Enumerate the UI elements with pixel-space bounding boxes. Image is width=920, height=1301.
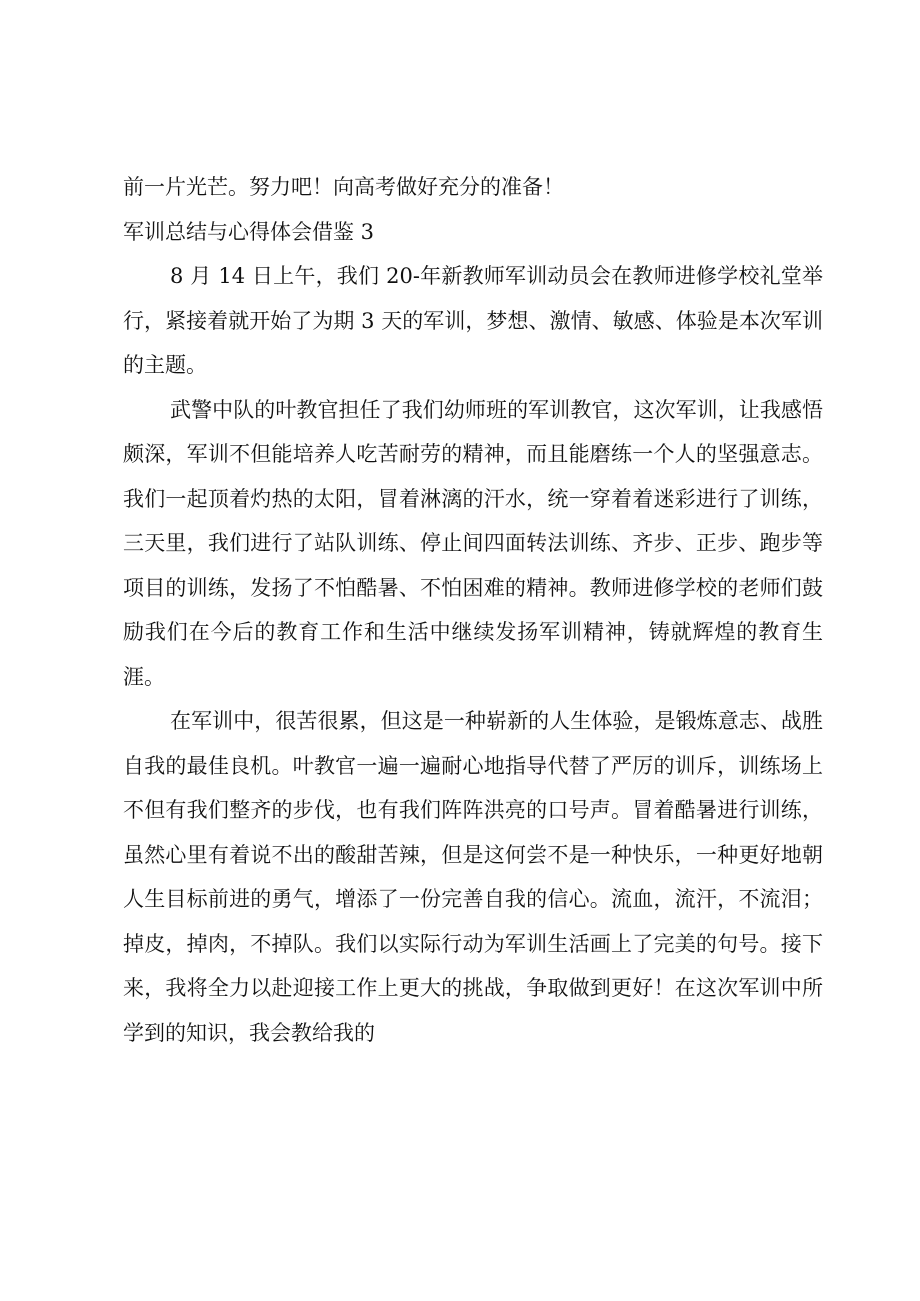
paragraph-training: 武警中队的叶教官担任了我们幼师班的军训教官，这次军训，让我感悟颇深，军训不但能培养人吃苦耐劳的精神，而且能磨练一个人的坚强意志。我们一起顶着灼热的太阳，冒着淋漓的汗水，统一穿着着迷彩进行了训练，三天里，我们进行了站队训练、停止间四面转法训练、齐步、正步、跑步等项目的训练，发扬了不怕酷暑、不怕困难的精神。教师进修学校的老师们鼓励我们在今后的教育工作和生活中继续发扬军训精神，铸就辉煌的教育生涯。: [123, 397, 823, 689]
section-heading: 军训总结与心得体会借鉴 3: [123, 219, 375, 244]
paragraph-reflection: 在军训中，很苦很累，但这是一种崭新的人生体验，是锻炼意志、战胜自我的最佳良机。叶教官一遍一遍耐心地指导代替了严厉的训斥，训练场上不但有我们整齐的步伐，也有我们阵阵洪亮的口号声。冒着酷暑进行训练，虽然心里有着说不出的酸甜苦辣，但是这何尝不是一种快乐，一种更好地朝人生目标前进的勇气，增添了一份完善自我的信心。流血，流汗，不流泪；掉皮，掉肉，不掉队。我们以实际行动为军训生活画上了完美的句号。接下来，我将全力以赴迎接工作上更大的挑战，争取做到更好！在这次军训中所学到的知识，我会教给我的: [123, 709, 823, 1045]
paragraph-intro: 8 月 14 日上午，我们 20-年新教师军训动员会在教师进修学校礼堂举行，紧接着就开始了为期 3 天的军训，梦想、激情、敏感、体验是本次军训的主题。: [123, 264, 823, 377]
paragraph-continuation: 前一片光芒。努力吧！向高考做好充分的准备！: [123, 175, 564, 199]
document-body: [123, 165, 823, 1055]
